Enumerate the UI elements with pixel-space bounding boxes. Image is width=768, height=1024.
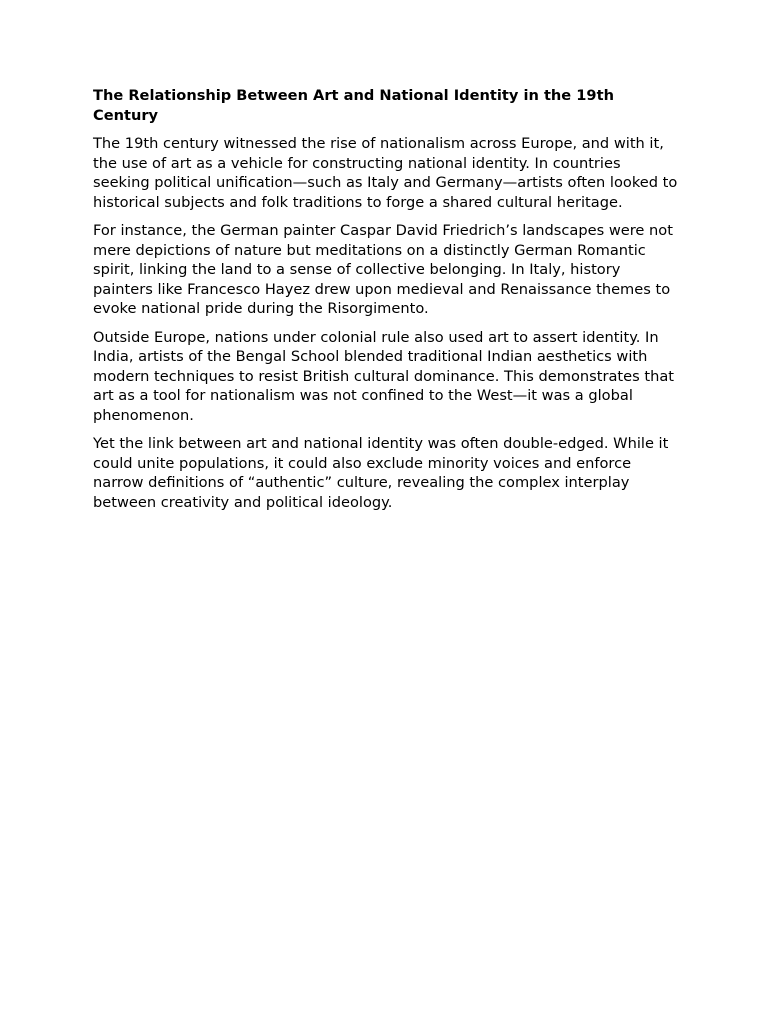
document-body — [93, 86, 678, 521]
paragraph-3: Outside Europe, nations under colonial rule also used art to assert identity. In India, artists of the Bengal School blended traditional Indian aesthetics with modern techniques to resist British cultural dominance. This demonstrates that art as a tool for nationalism was not confined to the West—it was a global phenomenon. — [93, 328, 674, 424]
paragraph-2: For instance, the German painter Caspar David Friedrich’s landscapes were not mere depictions of nature but meditations on a distinctly German Romantic spirit, linking the land to a sense of collective belonging. In Italy, history painters like Francesco Hayez drew upon medieval and Renaissance themes to evoke national pride during the Risorgimento. — [93, 222, 673, 317]
paragraph-4: Yet the link between art and national identity was often double-edged. While it could unite populations, it could also exclude minority voices and enforce narrow definitions of “authentic” culture, revealing the complex interplay between creativity and political ideology. — [93, 435, 669, 511]
document-title: The Relationship Between Art and National Identity in the 19th Century — [93, 87, 614, 124]
paragraph-1: The 19th century witnessed the rise of nationalism across Europe, and with it, the use of art as a vehicle for constructing national identity. In countries seeking political unification—such as Italy and Germany—artists often looked to historical subjects and folk traditions to forge a shared cultural heritage. — [93, 135, 678, 211]
